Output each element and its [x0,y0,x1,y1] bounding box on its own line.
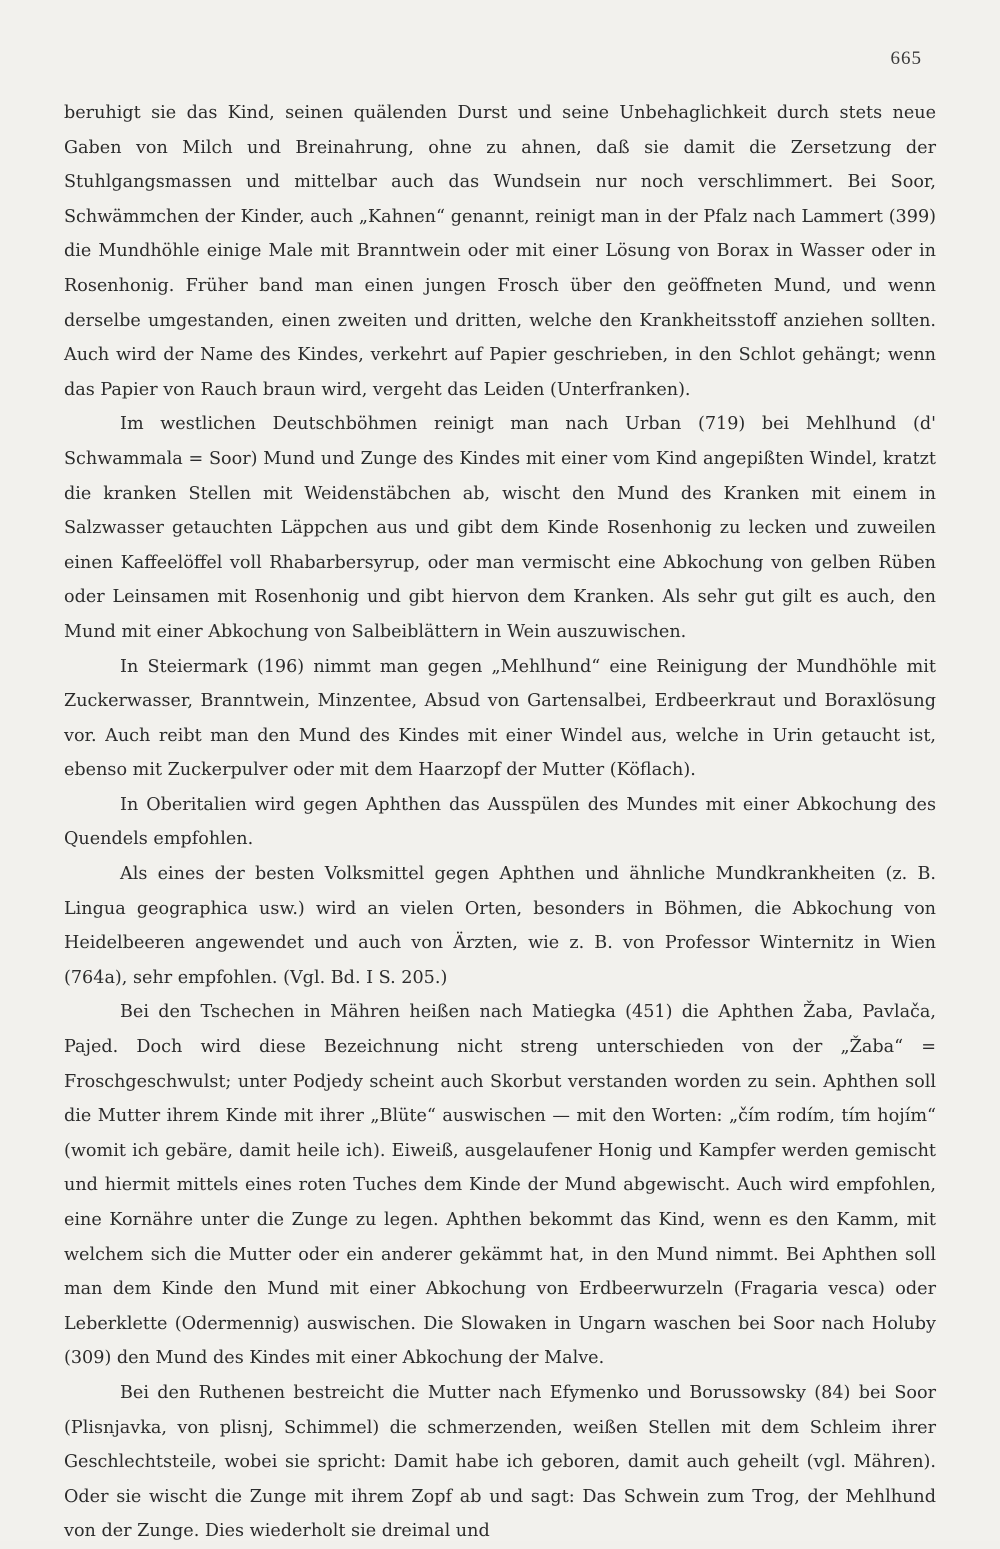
paragraph-2: Im westlichen Deutschböhmen reinigt man nach Urban (719) bei Mehlhund (d' Schwammala = Soor) Mund und Zunge des Kindes mit einer vom Kind angepißten Windel, kratzt die kranken Stellen mit Weidenstäbchen ab, wischt den Mund des Kranken mit einem in Salzwasser getauchten Läppchen aus und gibt dem Kinde Rosenhonig zu lecken und zuweilen einen Kaffeelöffel voll Rhabarbersyrup, oder man vermischt eine Abkochung von gelben Rüben oder Leinsamen mit Rosenhonig und gibt hiervon dem Kranken. Als sehr gut gilt es auch, den Mund mit einer Abkochung von Salbeiblättern in Wein auszuwischen. [64,414,936,642]
paragraph-5: Als eines der besten Volksmittel gegen Aphthen und ähnliche Mundkrankheiten (z. B. Lingua geographica usw.) wird an vielen Orten, besonders in Böhmen, die Abkochung von Heidelbeeren angewendet und auch von Ärzten, wie z. B. von Professor Winternitz in Wien (764a), sehr empfohlen. (Vgl. Bd. I S. 205.) [64,864,936,988]
page-number: 665 [890,48,922,69]
paragraph-1: beruhigt sie das Kind, seinen quälenden Durst und seine Unbehaglichkeit durch stets neue Gaben von Milch und Breinahrung, ohne zu ahnen, daß sie damit die Zersetzung der Stuhlgangsmassen und mittelbar auch das Wundsein nur noch verschlimmert. Bei Soor, Schwämmchen der Kinder, auch „Kahnen“ genannt, reinigt man in der Pfalz nach Lammert (399) die Mundhöhle einige Male mit Branntwein oder mit einer Lösung von Borax in Wasser oder in Rosenhonig. Früher band man einen jungen Frosch über den geöffneten Mund, und wenn derselbe umgestanden, einen zweiten und dritten, welche den Krankheitsstoff anziehen sollten. Auch wird der Name des Kindes, verkehrt auf Papier geschrieben, in den Schlot gehängt; wenn das Papier von Rauch braun wird, vergeht das Leiden (Unterfranken). [64,103,936,400]
paragraph-4: In Oberitalien wird gegen Aphthen das Ausspülen des Mundes mit einer Abkochung des Quendels empfohlen. [64,794,936,850]
paragraph-6: Bei den Tschechen in Mähren heißen nach Matiegka (451) die Aphthen Žaba, Pavlača, Pajed. Doch wird diese Bezeichnung nicht streng unterschieden von der „Žaba“ = Froschgeschwulst; unter Podjedy scheint auch Skorbut verstanden worden zu sein. Aphthen soll die Mutter ihrem Kinde mit ihrer „Blüte“ auswischen — mit den Worten: „čím rodím, tím hojím“ (womit ich gebäre, damit heile ich). Eiweiß, ausgelaufener Honig und Kampfer werden gemischt und hiermit mittels eines roten Tuches dem Kinde der Mund abgewischt. Auch wird empfohlen, eine Kornähre unter die Zunge zu legen. Aphthen bekommt das Kind, wenn es den Kamm, mit welchem sich die Mutter oder ein anderer gekämmt hat, in den Mund nimmt. Bei Aphthen soll man dem Kinde den Mund mit einer Abkochung von Erdbeerwurzeln (Fragaria vesca) oder Leberklette (Odermennig) auswischen. Die Slowaken in Ungarn waschen bei Soor nach Holuby (309) den Mund des Kindes mit einer Abkochung der Malve. [64,1002,936,1369]
paragraph-3: In Steiermark (196) nimmt man gegen „Mehlhund“ eine Reinigung der Mundhöhle mit Zuckerwasser, Branntwein, Minzentee, Absud von Gartensalbei, Erdbeerkraut und Boraxlösung vor. Auch reibt man den Mund des Kindes mit einer Windel aus, welche in Urin getaucht ist, ebenso mit Zuckerpulver oder mit dem Haarzopf der Mutter (Köflach). [64,656,936,781]
body-text [64,96,936,1549]
paragraph-7: Bei den Ruthenen bestreicht die Mutter nach Efymenko und Borussowsky (84) bei Soor (Plisnjavka, von plisnj, Schimmel) die schmerzenden, weißen Stellen mit dem Schleim ihrer Geschlechtsteile, wobei sie spricht: Damit habe ich geboren, damit auch geheilt (vgl. Mähren). Oder sie wischt die Zunge mit ihrem Zopf ab und sagt: Das Schwein zum Trog, der Mehlhund von der Zunge. Dies wiederholt sie dreimal und [64,1382,936,1542]
